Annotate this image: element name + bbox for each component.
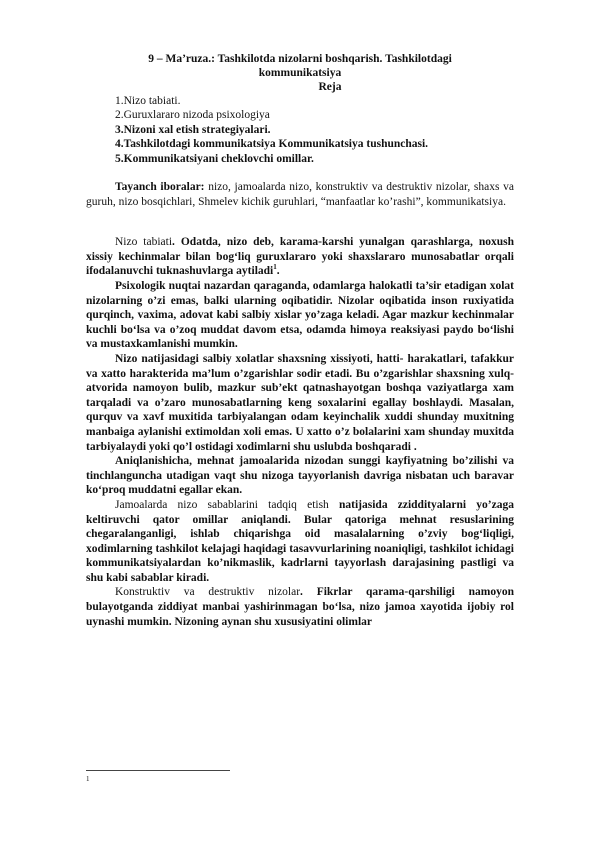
plan-list (86, 94, 514, 166)
title-line-1: 9 – Ma’ruza.: Tashkilotda nizolarni boshqarish. Tashkilotdagi (148, 53, 452, 65)
paragraph-natija: Nizo natijasidagi salbiy xolatlar shaxsning xissiyoti, hatti- harakatlari, tafakkur va xatto harakterida ma’lum o’zgarishlar sodir etadi. Bu o’zgarishlar shaxsning xulq-atvorida namoyon bulib, mazkur sub’ekt qatnashayotgan boshqa vaziyatlarga xam tarqaladi va o’zaro munosabatlarning keng soxalarini egallay boshlaydi. Masalan, qurquv va xavf muxitida tarbiyalangan odam keyinchalik xuddi shunday muxitning manbaiga aylanishi extimoldan xoli emas. U xatto o’z bolalarini xam shunday muxitda tarbiyalaydi yoki qo’l ostidagi xodimlarni shu uslubda boshqaradi . (86, 352, 514, 453)
paragraph-text-normal: Jamoalarda nizo sabablarini tadqiq etish (115, 498, 339, 511)
document-page (86, 52, 514, 629)
footnote-separator (86, 770, 230, 771)
keywords-text: nizo, jamoalarda nizo, konstruktiv va destruktiv nizolar, shaxs va guruh, nizo bosqichlari, Shmelev kichik guruhlari, “manfaatlar ko’rashi”, kommunikatsiya. (86, 181, 514, 208)
plan-item: 5.Kommunikatsiyani cheklovchi omillar. (115, 152, 314, 165)
paragraph-konstruktiv (86, 585, 514, 629)
paragraph-sabablar (86, 498, 514, 586)
plan-heading: Reja (318, 81, 342, 93)
section-lead: Nizo tabiati (115, 236, 173, 249)
paragraph-aniqlanishicha: Aniqlanishicha, mehnat jamoalarida nizodan sunggi kayfiyatning bo’zilishi va tinchlanguncha utadigan vaqt shu nizoga tayyorlanish davriga nisbatan uch baravar ko‘proq muddatni egallar ekan. (86, 455, 514, 497)
footnote-number: 1 (86, 775, 90, 783)
paragraph-text-bold: natijasida zziddityalarni yo’zaga keltiruvchi qator omillar aniqlandi. Bular qatoriga mehnat resuslarining chegaralanganligi, ishlab chiqarishga oid masalalarning o’zviy bog‘liqligi, xodimlarning tashkilot kelajagi haqidagi tasavvurlarining noaniqligi, tashkilot ichidagi kommunikatsiyalardan ko’nikmaslik, kadrlarni tayyorlash darajasining pastligi va shu kabi sabablar kiradi. (86, 498, 514, 584)
paragraph-text: . Odatda, nizo deb, karama-karshi yunalgan qarashlarga, noxush xissiy kechinmalar bilan bog‘liq guruxlararo yoki shaxslararo munosabatlar orqali ifodalanuvchi tuknashuvlarga aytiladi (86, 236, 514, 278)
plan-item: 3.Nizoni xal etish strategiyalari. (115, 123, 271, 136)
keywords-paragraph (86, 180, 514, 209)
paragraph-nizo-tabiati: Nizo tabiati. Odatda, nizo deb, karama-karshi yunalgan qarashlarga, noxush xissiy kechinmalar bilan bog‘liq guruxlararo yoki shaxslararo munosabatlar orqali ifodalanuvchi tuknashuvlarga aytiladi$^1$. (86, 236, 514, 278)
footnote-ref[interactable]: 1 (273, 263, 277, 272)
plan-item: 4.Tashkilotdagi kommunikatsiya Kommunikatsiya tushunchasi. (115, 138, 429, 151)
title-line-2: kommunikatsiya (258, 67, 342, 79)
plan-item: 1.Nizo tabiati. (115, 95, 181, 107)
lecture-title (86, 52, 514, 80)
section-lead: Konstruktiv va destruktiv nizolar (115, 586, 301, 599)
paragraph-psixologik: Psixologik nuqtai nazardan qaraganda, odamlarga halokatli ta’sir etadigan xolat nizolarning o’zi emas, balki ularning oqibatidir. Nizolar oqibatida inson ruxiyatida qurqinch, vaxima, adovat kabi salbiy xislar yo’zaga keladi. Agar mazkur kechinmalar kuchli bo‘lsa va o’zoq muddat davom etsa, odamda himoya reaksiyasi paydo bo‘lishi va mustaxkamlanishi mumkin. (86, 280, 514, 351)
plan-item: 2.Guruxlararo nizoda psixologiya (115, 109, 270, 122)
paragraph-text-bold: . Fikrlar qarama-qarshiligi namoyon bulayotganda ziddiyat manbai yashirinmagan bo‘lsa, nizo jamoa xayotida ijobiy rol uynashi mumkin. Nizoning aynan shu xususiyatini olimlar (86, 586, 514, 628)
keywords-label: Tayanch iboralar: (115, 181, 205, 194)
